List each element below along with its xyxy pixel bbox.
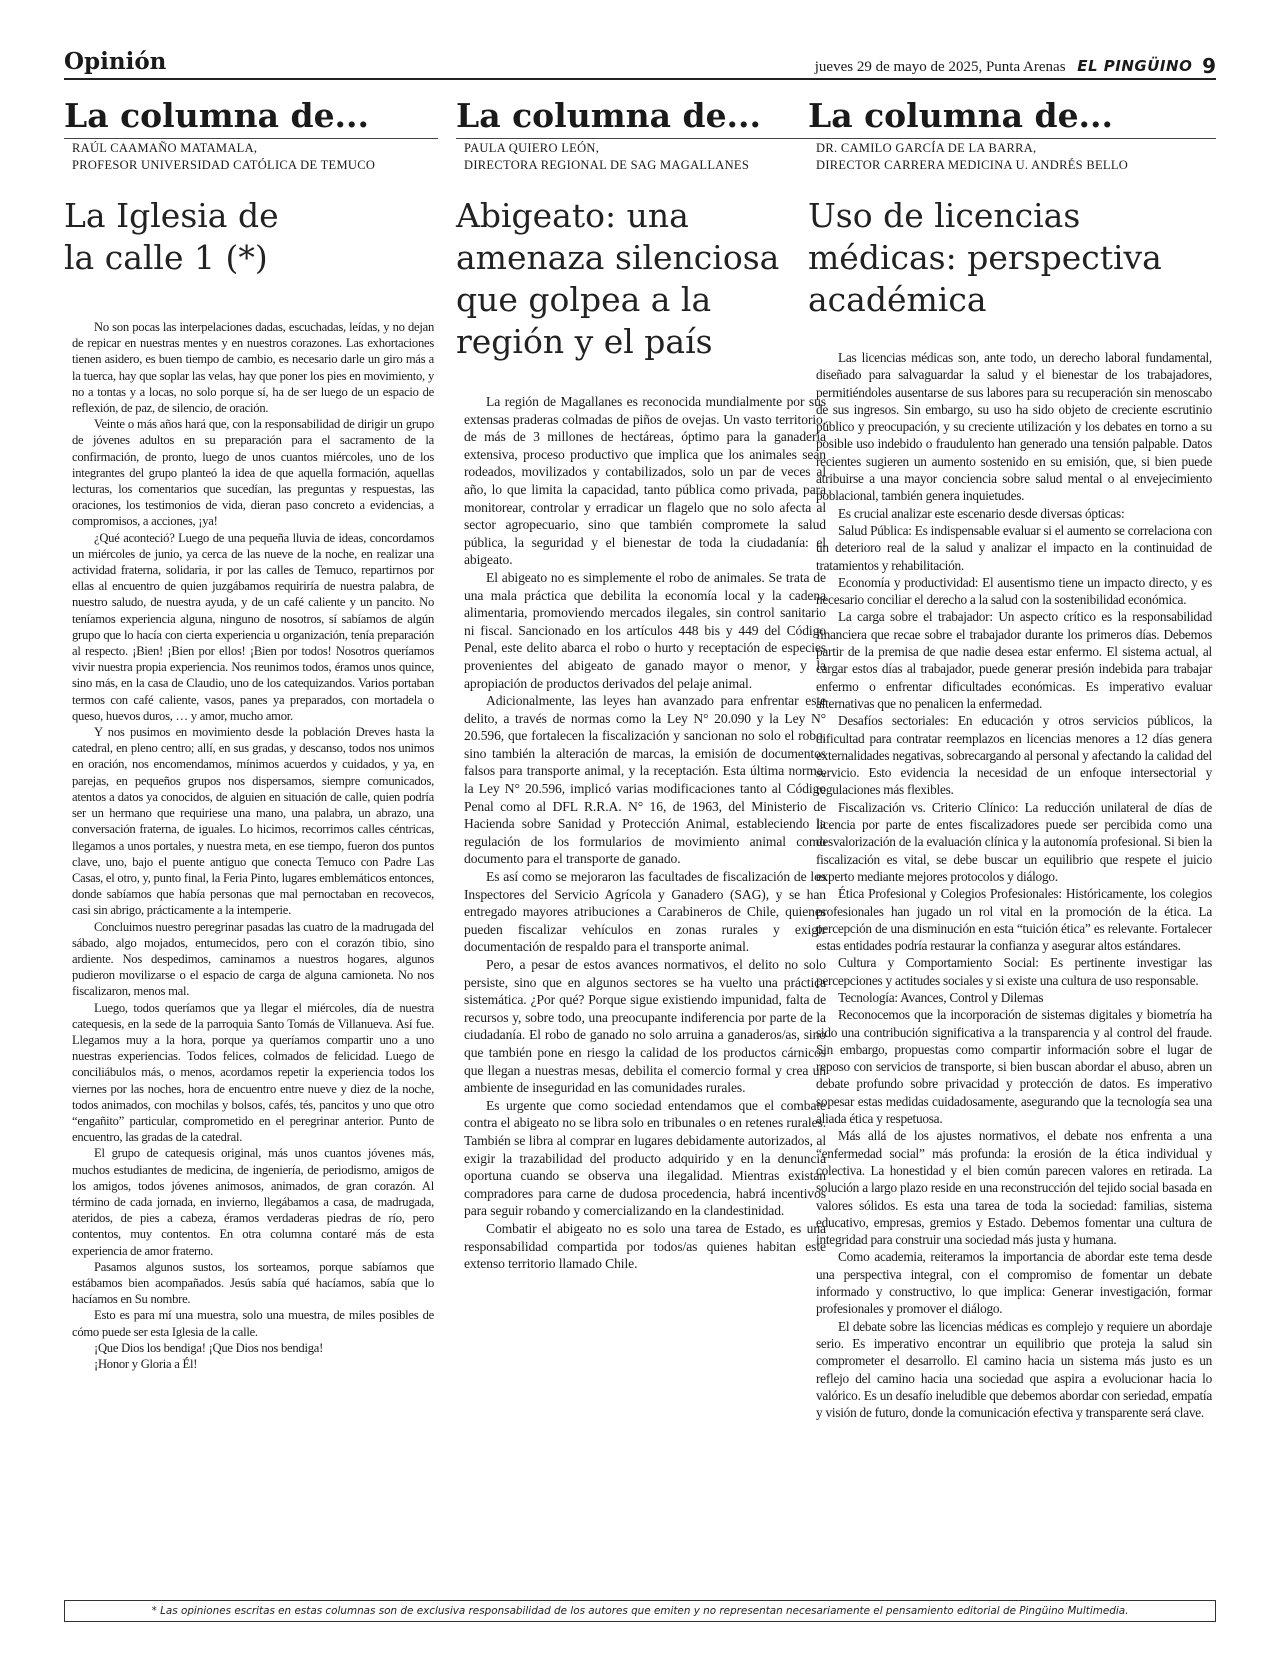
paragraph: Tecnología: Avances, Control y Dilemas: [838, 989, 1044, 1005]
column-title: La Iglesia de la calle 1 (*): [64, 196, 279, 277]
footer-disclaimer: * Las opiniones escritas en estas columnas son de exclusiva responsabilidad de los autores que emiten y no representan necesariamente el pensamiento editorial de Pingüino Multimedia.: [64, 1600, 1216, 1622]
paragraph: Salud Pública: Es indispensable evaluar si el aumento se correlaciona con un deterioro real de la salud y analizar el impacto en la continuidad de tratamientos y rehabilitación.: [816, 522, 1212, 573]
newspaper-logo: EL PINGÜINO: [1077, 57, 1193, 75]
column-title: Abigeato: una amenaza silenciosa que golpea a la región y el país: [456, 196, 780, 361]
column-3: [808, 96, 1216, 1421]
column-kicker: La columna de...: [456, 96, 762, 135]
paragraph: El abigeato no es simplemente el robo de animales. Se trata de una mala práctica que debilita la economía local y la cadena alimentaria, promoviendo mercados ilegales, sin control sanitario ni fiscal. Sancionado en los artículos 448 bis y 449 del Código Penal, este delito abarca el robo o hurto y receptación de especies provenientes del abigeato de ganado mayor o menor, y la apropiación de productos derivados del pelaje animal.: [464, 569, 826, 691]
paragraph: Pero, a pesar de estos avances normativos, el delito no solo persiste, sino que en algunos sectores se ha vuelto una práctica sistemática. ¿Por qué? Porque sigue existiendo impunidad, falta de recursos y, sobre todo, una preocupante indiferencia por parte de la ciudadanía. El robo de ganado no solo arruina a ganaderos/as, sino que también pone en riesgo la calidad de los productos cárnicos que llegan a nuestras mesas, debilita el comercio formal y crea un ambiente de inseguridad en las comunidades rurales.: [464, 957, 826, 1096]
column-body: [72, 319, 434, 1372]
paragraph: Es así como se mejoraron las facultades de fiscalización de los Inspectores del Servicio Agrícola y Ganadero (SAG), y se han entregado mayores atribuciones a Carabineros de Chile, quienes pueden fiscalizar vehículos en zonas rurales y exigir documentación de respaldo para el transporte animal.: [464, 869, 826, 955]
column-title: Uso de licencias médicas: perspectiva académica: [808, 196, 1162, 319]
column-body: [464, 393, 826, 1273]
paragraph: No son pocas las interpelaciones dadas, escuchadas, leídas, y no dejan de repicar en nuestras mentes y en nuestros corazones. Las exhortaciones tienen asidero, es buen tiempo de cambio, es necesario darle un giro más a la tuerca, hay que soplar las velas, hay que poner los pies en movimiento, y no a tontas y a locas, no solo porque sí, ha de ser luego de un espacio de reflexión, de paz, de silencio, de oración.: [72, 320, 434, 416]
paragraph: Fiscalización vs. Criterio Clínico: La reducción unilateral de días de licencia por parte de entes fiscalizadores puede ser percibida como una desvalorización de la evaluación clínica y la autonomía profesional. Si bien la fiscalización es vital, se debe buscar un equilibrio que respete el juicio experto mediante mejores protocolos y diálogo.: [816, 799, 1212, 884]
paragraph: Concluimos nuestro peregrinar pasadas las cuatro de la madrugada del sábado, algo mojados, entumecidos, pero con el corazón tibio, sino ardiente. Nos despedimos, caminamos a nuestros hogares, algunos pudieron movilizarse o el espacio de carga de alguna camioneta. No nos fiscalizaron, menos mal.: [72, 919, 434, 999]
author-name: RAÚL CAAMAÑO MATAMALA,: [72, 141, 258, 155]
section-label: Opinión: [64, 48, 167, 75]
page-header: [64, 48, 1216, 80]
kicker-rule: [456, 138, 830, 139]
paragraph: Economía y productividad: El ausentismo tiene un impacto directo, y es necesario conciliar el derecho a la salud con la sostenibilidad económica.: [816, 574, 1212, 608]
paragraph: La carga sobre el trabajador: Un aspecto crítico es la responsabilidad financiera que recae sobre el trabajador durante los primeros días. Debemos partir de la premisa de que nadie desea estar enfermo. El sistema actual, al cargar estos días al trabajador, puede generar presión indebida para trabajar enfermo o enfrentar dificultades económicas. Es imperativo evaluar alternativas que no penalicen la enfermedad.: [816, 609, 1212, 711]
column-kicker: La columna de...: [64, 96, 370, 135]
paragraph: ¡Honor y Gloria a Él!: [94, 1357, 198, 1371]
paragraph: Más allá de los ajustes normativos, el debate nos enfrenta a una “enfermedad social” más profunda: la erosión de la ética individual y colectiva. La honestidad y el bien común parecen valores en retirada. La solución a largo plazo reside en una reconstrucción del tejido social basada en valores sólidos. Es esta una tarea de toda la sociedad: familias, sistema educativo, empresas, gremios y Estado. Debemos fomentar una cultura de integridad para construir una sociedad más justa y humana.: [816, 1128, 1212, 1248]
paragraph: Adicionalmente, las leyes han avanzado para enfrentar este delito, a través de normas como la Ley N° 20.090 y la Ley N° 20.596, que fortalecen la fiscalización y sancionan no solo el robo, sino también la alteración de marcas, la emisión de documentos falsos para transporte animal, y la receptación. Esta última norma, la Ley N° 20.596, implicó varias modificaciones tanto al Código Penal como al DFL R.R.A. N° 16, de 1963, del Ministerio de Hacienda sobre Sanidad y Protección Animal, estableciendo la regulación de los formularios de movimiento animal como documento para el transporte de ganado.: [464, 693, 826, 867]
page-number: 9: [1202, 54, 1216, 78]
author-role: DIRECTORA REGIONAL DE SAG MAGALLANES: [464, 158, 750, 172]
paragraph: El grupo de catequesis original, más unos cuantos jóvenes más, muchos estudiantes de medicina, de ingeniería, de periodismo, amigos de los amigos, todos jóvenes animosos, animados, de gran corazón. Al término de cada jornada, en invierno, llegábamos a casa, de madrugada, ateridos, de pies a cabeza, éramos verdaderas piedras de río, pero contentos, muy contentos. En otra columna contaré más de esta experiencia de amor fraterno.: [72, 1146, 434, 1258]
paragraph: Combatir el abigeato no es solo una tarea de Estado, es una responsabilidad compartida por todos/as quienes habitan este extenso territorio llamado Chile.: [464, 1220, 826, 1272]
paragraph: Cultura y Comportamiento Social: Es pertinente investigar las percepciones y actitudes sociales y si existe una cultura de uso responsable.: [816, 955, 1212, 988]
kicker-rule: [64, 138, 438, 139]
paragraph: Ética Profesional y Colegios Profesionales: Históricamente, los colegios profesionales han jugado un rol vital en la promoción de la ética. La percepción de una disminución en esta “tuición ética” es relevante. Fortalecer estas entidades podría restaurar la confianza y asegurar altos estándares.: [816, 886, 1212, 954]
author-role: PROFESOR UNIVERSIDAD CATÓLICA DE TEMUCO: [72, 158, 376, 172]
paragraph: Y nos pusimos en movimiento desde la población Dreves hasta la catedral, en pleno centro; allí, en sus gradas, y descanso, todos nos unimos en oración, nos encomendamos, mínimos acuerdos y cuidados, y ya, en parejas, en pequeños grupos nos dispersamos, siempre comunicados, atentos a datos ya conocidos, de alguien en situación de calle, quien podría ser un hermano que requiriese una mano, una palabra, un abrazo, una conversación fraterna, de iguales. Lo hicimos, recorrimos calles céntricas, llegamos a unos portales, y nuestra meta, en ese tiempo, fueron dos puntos clave, uno, bajo el puente antiguo que conecta Temuco con Padre Las Casas, el otro, y, punto final, la Feria Pinto, lugares emblemáticos entonces, donde sabíamos que había personas que mal pernoctaban en recovecos, casi sin abrigo, prácticamente a la intemperie.: [72, 725, 434, 918]
author-name: PAULA QUIERO LEÓN,: [464, 141, 600, 155]
header-right: [815, 54, 1216, 78]
paragraph: Es urgente que como sociedad entendamos que el combate contra el abigeato no se libra solo en tribunales o en retenes rurales. También se libra al comprar en lugares debidamente autorizados, al exigir la trazabilidad del producto adquirido y en la denuncia oportuna cuando se observa una ilegalidad. Mientras existan compradores para carne de dudosa procedencia, habrá incentivos para seguir robando y comercializando en la clandestinidad.: [464, 1097, 826, 1219]
column-kicker: La columna de...: [808, 96, 1114, 135]
paragraph: Es crucial analizar este escenario desde diversas ópticas:: [838, 505, 1125, 521]
column-body: [816, 349, 1212, 1421]
paragraph: Esto es para mí una muestra, solo una muestra, de miles posibles de cómo puede ser esta Iglesia de la calle.: [72, 1308, 434, 1339]
paragraph: Veinte o más años hará que, con la responsabilidad de dirigir un grupo de jóvenes adultos en su preparación para el sacramento de la confirmación, de pronto, luego de unos cuantos miércoles, uno de los integrantes del grupo planteó la idea de que aquella formación, aquellas lecturas, los comentarios que sucedían, las preguntas y respuestas, las oraciones, los testimonios de vida, dieran paso concreto a evidencias, a compromisos, a acciones, ¡ya!: [72, 417, 434, 529]
author-role: DIRECTOR CARRERA MEDICINA U. ANDRÉS BELLO: [816, 158, 1129, 172]
paragraph: Desafíos sectoriales: En educación y otros servicios públicos, la dificultad para contratar reemplazos en licencias menores a 12 días genera externalidades negativas, sobrecargando al personal y afectando la calidad del servicio. Esto evidencia la necesidad de un enfoque intersectorial y regulaciones más flexibles.: [816, 713, 1212, 798]
paragraph: Reconocemos que la incorporación de sistemas digitales y biometría ha sido una contribución significativa a la transparencia y al control del fraude. Sin embargo, propuestas como compartir información sobre el lugar de reposo con servicios de transporte, si bien buscan abordar el abuso, abren un debate profundo sobre privacidad y protección de datos. Es imperativo sopesar estas medidas cuidadosamente, asegurando que la tecnología sea una aliada ética y respetuosa.: [816, 1007, 1212, 1127]
paragraph: El debate sobre las licencias médicas es complejo y requiere un abordaje serio. Es imperativo encontrar un equilibrio que proteja la salud sin comprometer el desarrollo. El camino hacia un sistema más justo es un reflejo del camino hacia una sociedad que aspira a evolucionar hacia lo valórico. Es un desafío ineludible que debemos abordar con seriedad, empatía y visión de futuro, donde la comunicación efectiva y transparente será clave.: [816, 1318, 1212, 1421]
paragraph: La región de Magallanes es reconocida mundialmente por sus extensas praderas colmadas de piños de ovejas. Un vasto territorio, de más de 3 millones de hectáreas, óptimo para la ganadería extensiva, proceso productivo que implica que los animales sean rodeados, movilizados y contabilizados, solo un par de veces al año, lo que limita la capacidad, tanto pública como privada, para monitorear, controlar y erradicar un flagelo que no solo afecta al sector agropecuario, sino que también compromete la salud pública, la seguridad y el bienestar de toda la ciudadanía: el abigeato.: [464, 394, 826, 568]
author-name: DR. CAMILO GARCÍA DE LA BARRA,: [816, 141, 1037, 155]
dateline: jueves 29 de mayo de 2025, Punta Arenas: [814, 59, 1066, 75]
paragraph: Las licencias médicas son, ante todo, un derecho laboral fundamental, diseñado para salvaguardar la salud y el bienestar de los trabajadores, permitiéndoles ausentarse de sus labores para su recuperación sin menoscabo de sus ingresos. Sin embargo, su uso ha sido objeto de creciente escrutinio público y preocupación, y su creciente utilización y los debates en torno a su posible uso indebido o fraudulento han generado una tensión palpable. Datos recientes sugieren un aumento sostenido en su emisión, que, si bien puede atribuirse a una mayor conciencia sobre salud mental o al envejecimiento poblacional, también genera inquietudes.: [816, 350, 1212, 504]
column-2: [456, 96, 830, 1273]
paragraph: Pasamos algunos sustos, los sorteamos, porque sabíamos que estábamos bien acompañados. Jesús sabía qué hacíamos, sabía que lo hacíamos en Su nombre.: [72, 1259, 434, 1307]
column-1: [64, 96, 438, 1372]
paragraph: Como academia, reiteramos la importancia de abordar este tema desde una perspectiva integral, con el compromiso de fomentar un debate informado y constructivo, lo que implica: Generar investigación, formar profesionales y promover el diálogo.: [816, 1249, 1212, 1317]
kicker-rule: [808, 138, 1216, 139]
paragraph: ¿Qué aconteció? Luego de una pequeña lluvia de ideas, concordamos un miércoles de junio, ya cerca de las nueve de la noche, en realizar una actividad fraterna, solidaria, ir por las calles de Temuco, repartirnos por ellas al encuentro de quien juzgábamos requiriría de nuestra palabra, de nuestro saludo, de nuestra ayuda, y de un café caliente y un pancito. No teníamos experiencia alguna, ninguno de nosotros, sí sabíamos de algún grupo que lo hacía con cierta experiencia u organización, tenía preparación al respecto. ¡Bien! ¡Bien por ellos! ¡Bien por todos! Nosotros queríamos vivir nuestra propia experiencia. Nos reunimos todos, éramos unos quince, sino más, en la casa de Claudio, uno de los catequizandos. Varios portaban termos con café caliente, vasos, panes ya preparados, con mortadela o queso, huevos duros, … y amor, mucho amor.: [72, 530, 434, 723]
paragraph: ¡Que Dios los bendiga! ¡Que Dios nos bendiga!: [94, 1340, 324, 1355]
paragraph: Luego, todos queríamos que ya llegar el miércoles, día de nuestra catequesis, en la sede de la parroquia Santo Tomás de Villanueva. Así fue. Llegamos muy a la hora, porque ya queríamos compartir uno a uno nuestras experiencias. Todos felices, colmados de felicidad. Luego de conciliábulos más, o menos, acordamos repetir la experiencia todos los viernes por las noches, hora de encuentro entre nueve y diez de la noche, todos animados, con mochilas y bolsos, cafés, tés, pancitos y uno que otro “engañito” particular, comprometido en el peregrinar anterior. Punto de encuentro, las gradas de la catedral.: [72, 1000, 434, 1145]
